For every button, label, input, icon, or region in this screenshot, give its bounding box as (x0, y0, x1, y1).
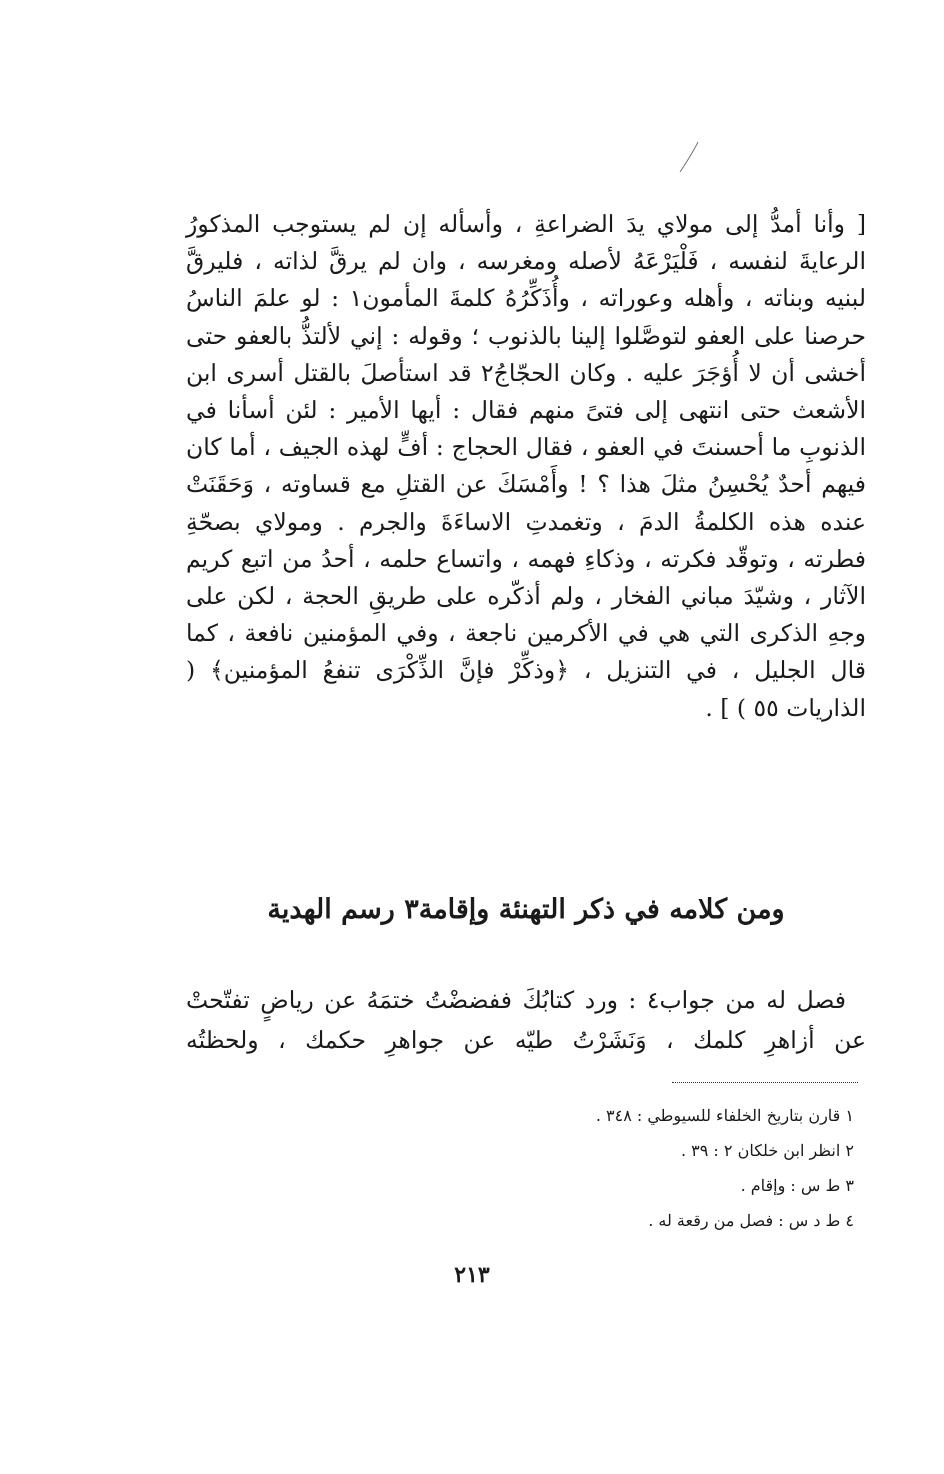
section-heading: ومن كلامه في ذكر التهنئة وإقامة٣ رسم الهدية (267, 894, 785, 925)
pencil-mark (676, 140, 702, 174)
footnotes-list (420, 1098, 854, 1238)
page-number: ٢١٣ (454, 1262, 490, 1288)
section-paragraph-text: فصل له من جواب٤ : ورد كتابُكَ ففضضْتُ ختمَهُ عن رياضٍ تفتّحتْ عن أزاهرِ كلمك ، وَنَشَرْتُ طيّه عن جواهرِ حكمك ، ولحظتُه (186, 986, 866, 1054)
footnote-item: ١ قارن بتاريخ الخلفاء للسيوطي : ٣٤٨ . (595, 1106, 854, 1125)
footnote-item: ٣ ط س : وإقام . (740, 1176, 854, 1195)
main-paragraph: [ وأنا أمدُّ إلى مولاي يدَ الضراعةِ ، وأسأله إن لم يستوجب المذكورُ الرعايةَ لنفسه ، فَلْيَرْعَهُ لأصله ومغرسه ، وان لم يرقَّ لذاته ، فليرقَّ لبنيه وبناته ، وأهله وعوراته ، وأُذَكِّرُهُ كلمةَ المأمون١ : لو علمَ الناسُ حرصنا على العفو لتوصَّلوا إلينا بالذنوب ؛ وقوله : إني لألتذُّ بالعفو حتى أخشى أن لا أُؤجَرَ عليه . وكان الحجّاجُ٢ قد استأصلَ بالقتل أسرى ابن الأشعث حتى انتهى إلى فتىً منهم فقال : أيها الأمير : لئن أسأنا في الذنوبِ ما أحسنتَ في العفو ، فقال الحجاج : أفٍّ لهذه الجيف ، أما كان فيهم أحدٌ يُحْسِنُ مثلَ هذا ؟ ! وأَمْسَكَ عن القتلِ مع قساوته ، وَحَقَنَتْ عنده هذه الكلمةُ الدمَ ، وتغمدتِ الاساءَةَ والجرم . ومولاي بصحّةِ فطرته ، وتوقّد فكرته ، وذكاءِ فهمه ، واتساع حلمه ، أحدُ من اتبع كريم الآثار ، وشيّدَ مباني الفخار ، ولم أذكّره على طريقِ الحجة ، لكن على وجهِ الذكرى التي هي في الأكرمين ناجعة ، وفي المؤمنين نافعة ، كما قال الجليل ، في التنزيل ، ﴿وذكِّرْ فإنَّ الذِّكْرَى تنفعُ المؤمنين﴾ ( الذاريات ٥٥ ) ] . (186, 210, 866, 722)
footnote-separator (672, 1082, 858, 1083)
footnote-item: ٢ انظر ابن خلكان ٢ : ٣٩ . (680, 1141, 854, 1160)
section-paragraph (186, 980, 866, 1060)
footnote-item: ٤ ط د س : فصل من رقعة له . (648, 1211, 854, 1230)
